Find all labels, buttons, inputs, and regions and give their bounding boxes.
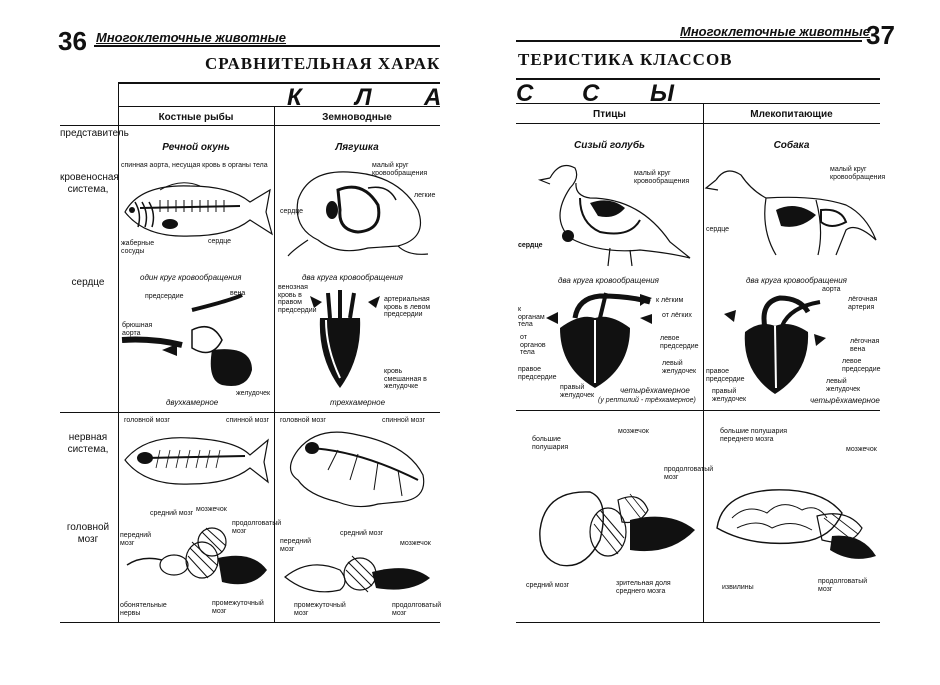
bird-heart-label-left-atrium: левое предсердие (660, 335, 699, 350)
fish-brain-label-diencephalon: промежуточный мозг (212, 600, 264, 615)
bird-heart-label-from-body: от органов тела (520, 334, 546, 356)
bird-heart-caption-top: два круга кровообращения (558, 276, 659, 285)
frog-circ-label-lungs: легкие (414, 192, 436, 199)
bird-circ-label-heart: сердце (518, 242, 543, 249)
bird-brain-label-cerebellum: мозжечок (618, 428, 649, 435)
fish-brain-label-forebrain: передний мозг (120, 532, 152, 547)
fish-nervous-illustration (120, 420, 270, 495)
fish-nerv-label-spinal: спинной мозг (226, 417, 270, 424)
right-table-top-rule (516, 78, 880, 80)
col-head-mammals: Млекопитающие (750, 109, 833, 120)
left-col-divider-1 (118, 82, 119, 622)
bird-brain-label-midbrain: средний мозг (526, 582, 570, 589)
bird-brain-label-optic-lobe: зрительная доля среднего мозга (616, 580, 671, 595)
mammal-heart-label-pulm-artery: лёгочная артерия (848, 296, 878, 311)
bird-heart-illustration (540, 288, 660, 398)
row-label-circulatory: кровеносная система, (60, 172, 119, 195)
left-page-number: 36 (58, 26, 87, 56)
mammal-brain-label-gyri: извилины (722, 584, 754, 591)
fish-circ-label-heart: сердце (208, 238, 232, 245)
mammal-heart-label-aorta: аорта (822, 286, 841, 293)
fish-circ-label-gill: жаберные сосуды (121, 240, 155, 255)
right-page-number: 37 (866, 20, 895, 50)
mammal-circ-label-small-circle: малый круг кровообращения (830, 166, 886, 181)
right-head-rule (516, 40, 862, 42)
frog-brain-label-forebrain: передний мозг (280, 538, 312, 553)
right-bottom-rule (516, 622, 880, 623)
mammal-heart-label-right-ventricle: правый желудочек (712, 388, 747, 403)
frog-heart-caption-bottom: трехкамерное (330, 398, 386, 407)
left-class-letter-3: А (424, 84, 442, 111)
left-table-top-rule (118, 82, 440, 84)
mammal-brain-illustration (712, 478, 878, 568)
mammal-brain-label-medulla: продолговатый мозг (818, 578, 868, 593)
left-class-letter-2: Л (355, 84, 372, 111)
frog-nerv-label-spinal: спинной мозг (382, 417, 426, 424)
fish-brain-label-midbrain: средний мозг (150, 510, 194, 517)
fish-circulatory-illustration (120, 172, 275, 247)
row-label-representative: представитель (60, 128, 129, 139)
row-label-nervous: нервная система, (67, 432, 109, 455)
fish-circ-label-aorta: спинная аорта, несущая кровь в органы тела (121, 162, 268, 169)
left-header-rule (60, 125, 440, 126)
left-head-rule (94, 45, 440, 47)
species-mammal: Собака (773, 140, 810, 151)
mammal-brain-label-hemispheres: большие полушария переднего мозга (720, 428, 788, 443)
right-header-rule (516, 123, 880, 124)
bird-heart-label-from-lungs: от лёгких (662, 312, 692, 319)
fish-heart-caption-top: один круг кровообращения (140, 273, 242, 282)
right-col-divider (703, 103, 704, 622)
frog-heart-label-arterial: артериальная кровь в левом предсердии (384, 296, 431, 318)
mammal-heart-label-pulm-vein: лёгочная вена (850, 338, 880, 353)
mammal-heart-label-left-ventricle: левый желудочек (826, 378, 861, 393)
species-fish: Речной окунь (162, 142, 230, 153)
right-mid-rule (516, 410, 880, 411)
right-title: ТЕРИСТИКА КЛАССОВ (518, 50, 733, 69)
frog-circ-label-heart: сердце (280, 208, 304, 215)
bird-heart-label-right-atrium: правое предсердие (518, 366, 557, 381)
bird-heart-note: (у рептилий - трёхкамерное) (598, 397, 696, 404)
right-class-letter-3: Ы (650, 80, 674, 107)
col-head-birds: Птицы (593, 109, 626, 120)
fish-nerv-label-brain: головной мозг (124, 417, 170, 424)
row-label-heart: сердце (71, 277, 105, 288)
mammal-heart-illustration (720, 292, 840, 402)
mammal-heart-label-left-atrium: левое предсердие (842, 358, 881, 373)
bird-brain-illustration (530, 470, 700, 580)
fish-heart-label-aorta: брюшная аорта (122, 322, 153, 337)
right-class-letter-2: С (582, 80, 600, 107)
fish-brain-label-cerebellum: мозжечок (196, 506, 227, 513)
left-class-rule (118, 106, 440, 107)
frog-nervous-illustration (278, 420, 438, 510)
frog-brain-label-cerebellum: мозжечок (400, 540, 431, 547)
fish-heart-caption-bottom: двухкамерное (166, 398, 219, 407)
bird-heart-label-left-ventricle: левый желудочек (662, 360, 697, 375)
left-bottom-rule (60, 622, 440, 623)
species-bird: Сизый голубь (574, 140, 645, 151)
left-running-head: Многоклеточные животные (96, 30, 287, 45)
left-mid-rule (60, 412, 440, 413)
mammal-heart-caption-bottom: четырёхкамерное (810, 396, 880, 405)
mammal-brain-label-cerebellum: мозжечок (846, 446, 877, 453)
bird-heart-label-to-body: к органам тела (518, 306, 545, 328)
bird-heart-label-right-ventricle: правый желудочек (560, 384, 595, 399)
frog-heart-label-mixed: кровь смешанная в желудочке (384, 368, 427, 390)
fish-brain-label-medulla: продолговатый мозг (232, 520, 282, 535)
species-frog-label: Лягушка (335, 142, 379, 153)
fish-heart-label-atrium: предсердие (145, 293, 184, 300)
fish-heart-label-ventricle: желудочек (236, 390, 271, 397)
frog-nerv-label-brain: головной мозг (280, 417, 326, 424)
frog-circ-label-small-circle: малый круг кровообращения (372, 162, 428, 177)
fish-brain-label-olfactory: обонятельные нервы (120, 602, 167, 617)
row-label-brain: головной мозг (66, 522, 110, 545)
frog-brain-label-medulla: продолговатый мозг (392, 602, 442, 617)
bird-heart-label-to-lungs: к лёгким (656, 297, 684, 304)
frog-heart-label-venous: венозная кровь в правом предсердии (278, 284, 317, 314)
col-head-fish: Костные рыбы (158, 112, 234, 123)
left-class-letter-1: К (287, 84, 302, 111)
bird-circ-label-small-circle: малый круг кровообращения (634, 170, 690, 185)
mammal-heart-label-right-atrium: правое предсердие (706, 368, 745, 383)
bird-brain-label-hemispheres: большие полушария (532, 436, 569, 451)
bird-brain-label-medulla: продолговатый мозг (664, 466, 714, 481)
frog-heart-caption-top: два круга кровообращения (302, 273, 403, 282)
fish-heart-label-vein: вена (230, 290, 246, 297)
right-class-letter-1: С (516, 80, 534, 107)
mammal-heart-caption-top: два круга кровообращения (746, 276, 847, 285)
frog-brain-label-midbrain: средний мозг (340, 530, 384, 537)
bird-heart-caption-bottom: четырёхкамерное (620, 386, 690, 395)
col-head-amphibians: Земноводные (322, 112, 392, 123)
frog-brain-label-diencephalon: промежуточный мозг (294, 602, 346, 617)
fish-heart-illustration (122, 290, 272, 400)
left-title: СРАВНИТЕЛЬНАЯ ХАРАК (205, 54, 441, 73)
right-class-rule (516, 103, 880, 104)
right-running-head: Многоклеточные животные (680, 24, 871, 39)
mammal-circ-label-heart: сердце (706, 226, 730, 233)
